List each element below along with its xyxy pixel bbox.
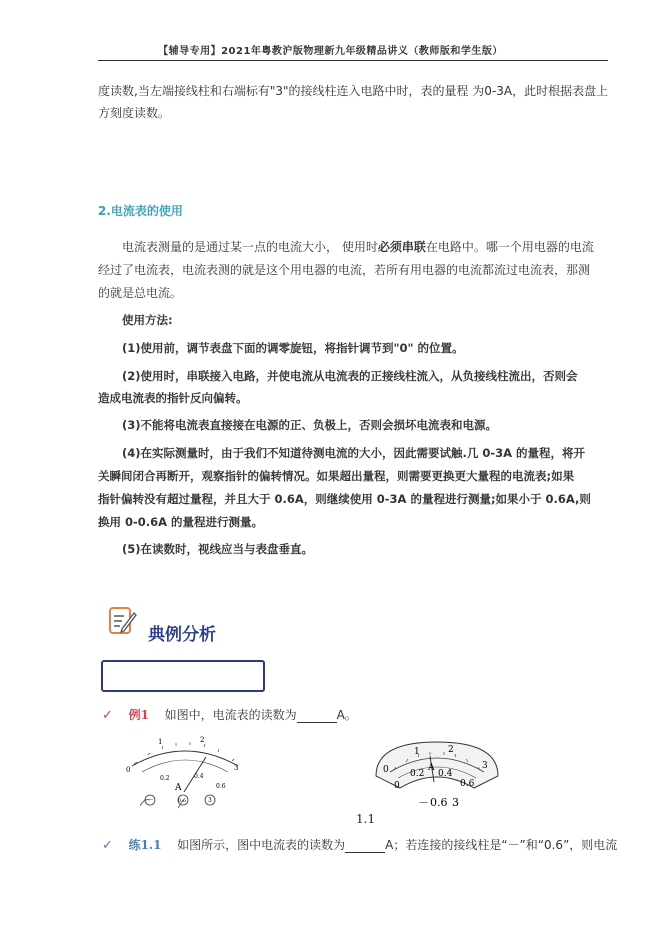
checkmark-icon: ✓ (102, 838, 113, 853)
right-bottom-scale-1: 0.2 (410, 769, 425, 779)
left-bottom-scale-3: 0.6 (216, 783, 226, 790)
method-step-2-line-1: (2)使用时，串联接入电路，并使电流从电流表的正接线柱流入，从负接线柱流出，否则会 (122, 369, 578, 383)
example-1-text: 如图中，电流表的读数为 (164, 708, 297, 722)
method-step-2-line-2: 造成电流表的指针反向偏转。 (98, 391, 248, 405)
left-unit-label: A (175, 783, 182, 793)
right-top-scale-0: 0 (383, 765, 389, 775)
right-terminal-neg: － (418, 796, 429, 809)
ammeter-right (372, 736, 502, 812)
section-para-line-1 (98, 236, 610, 258)
section-para-emphasis: 必须串联 (377, 240, 426, 254)
left-bottom-scale-2: 0.4 (194, 773, 204, 780)
method-step-4-line-3: 指针偏转没有超过量程，并且大于 0.6A，则继续使用 0-3A 的量程进行测量;如果小于 0.6A,则 (98, 492, 591, 506)
practice-1-1-line (102, 836, 617, 853)
right-terminal-3: 3 (452, 796, 459, 809)
header-divider (98, 60, 608, 61)
intro-line-1: 度读数,当左端接线柱和右端标有"3"的接线柱连入电路中时，表的量程 为0-3A，此时根据表盘上 (98, 84, 609, 98)
right-bottom-scale-3: 0.6 (460, 779, 475, 789)
method-step-4-line-4: 换用 0-0.6A 的量程进行测量。 (98, 515, 264, 529)
right-bottom-scale-2: 0.4 (438, 769, 453, 779)
method-step-4-line-1: (4)在实际测量时，由于我们不知道待测电流的大小，因此需要试触.几 0-3A 的量程，将开 (122, 446, 586, 460)
left-top-scale-1: 1 (158, 738, 163, 746)
answer-blank (345, 840, 385, 853)
right-bottom-scale-0: 0 (394, 781, 400, 791)
examples-heading: 典例分析 (148, 625, 216, 645)
example-tab-box (101, 660, 265, 692)
method-step-4-line-2: 关瞬间闭合再断开，观察指针的偏转情况。如果超出量程，则需要更换更大量程的电流表;如果 (98, 469, 575, 483)
left-top-scale-2: 2 (200, 736, 205, 744)
left-terminal-06: 0.6 (178, 798, 186, 804)
notepad-icon (108, 605, 138, 637)
practice-1-1-text: 如图所示，图中电流表的读数为 (177, 838, 346, 852)
left-terminal-neg: － (148, 797, 155, 804)
answer-blank (297, 710, 337, 723)
right-unit-label: A (428, 763, 435, 773)
right-top-scale-2: 2 (448, 745, 454, 755)
left-top-scale-3: 3 (234, 764, 239, 772)
section-para-line-3: 的就是总电流。 (98, 286, 183, 300)
left-bottom-scale-1: 0.2 (160, 775, 170, 782)
example-1-unit: A。 (336, 708, 357, 722)
practice-1-1-unit: A；若连接的接线柱是“－”和“0.6”，则电流 (385, 838, 618, 852)
method-step-3: (3)不能将电流表直接接在电源的正、负极上，否则会损坏电流表和电源。 (122, 418, 498, 432)
section-para-part-a: 电流表测量的是通过某一点的电流大小， 使用时 (122, 240, 378, 254)
figure-caption: 1.1 (356, 812, 376, 826)
left-terminal-3: 3 (208, 797, 212, 804)
section-para-line-2: 经过了电流表，电流表测的就是这个用电器的电流，若所有用电器的电流都流过电流表，那测 (98, 263, 591, 277)
intro-line-2: 方刻度读数。 (98, 106, 171, 120)
ammeter-left (120, 732, 250, 812)
example-1-label: 例1 (128, 708, 149, 722)
left-top-scale-0: 0 (126, 766, 131, 774)
method-title: 使用方法: (122, 313, 173, 327)
checkmark-icon: ✓ (102, 708, 113, 723)
example-1-line (102, 706, 357, 723)
right-top-scale-3: 3 (482, 761, 488, 771)
section-para-part-c: 在电路中。哪一个用电器的电流 (425, 240, 594, 254)
right-top-scale-1: 1 (414, 747, 420, 757)
page-header: 【辅导专用】2021年粤教沪版物理新九年级精品讲义（教师版和学生版） (158, 46, 503, 57)
right-terminal-06: 0.6 (430, 796, 448, 809)
method-step-5: (5)在读数时，视线应当与表盘垂直。 (122, 542, 314, 556)
method-step-1: (1)使用前，调节表盘下面的调零旋钮，将指针调节到"0" 的位置。 (122, 341, 464, 355)
practice-1-1-label: 练1.1 (128, 838, 162, 852)
section-title: 2.电流表的使用 (98, 204, 183, 218)
